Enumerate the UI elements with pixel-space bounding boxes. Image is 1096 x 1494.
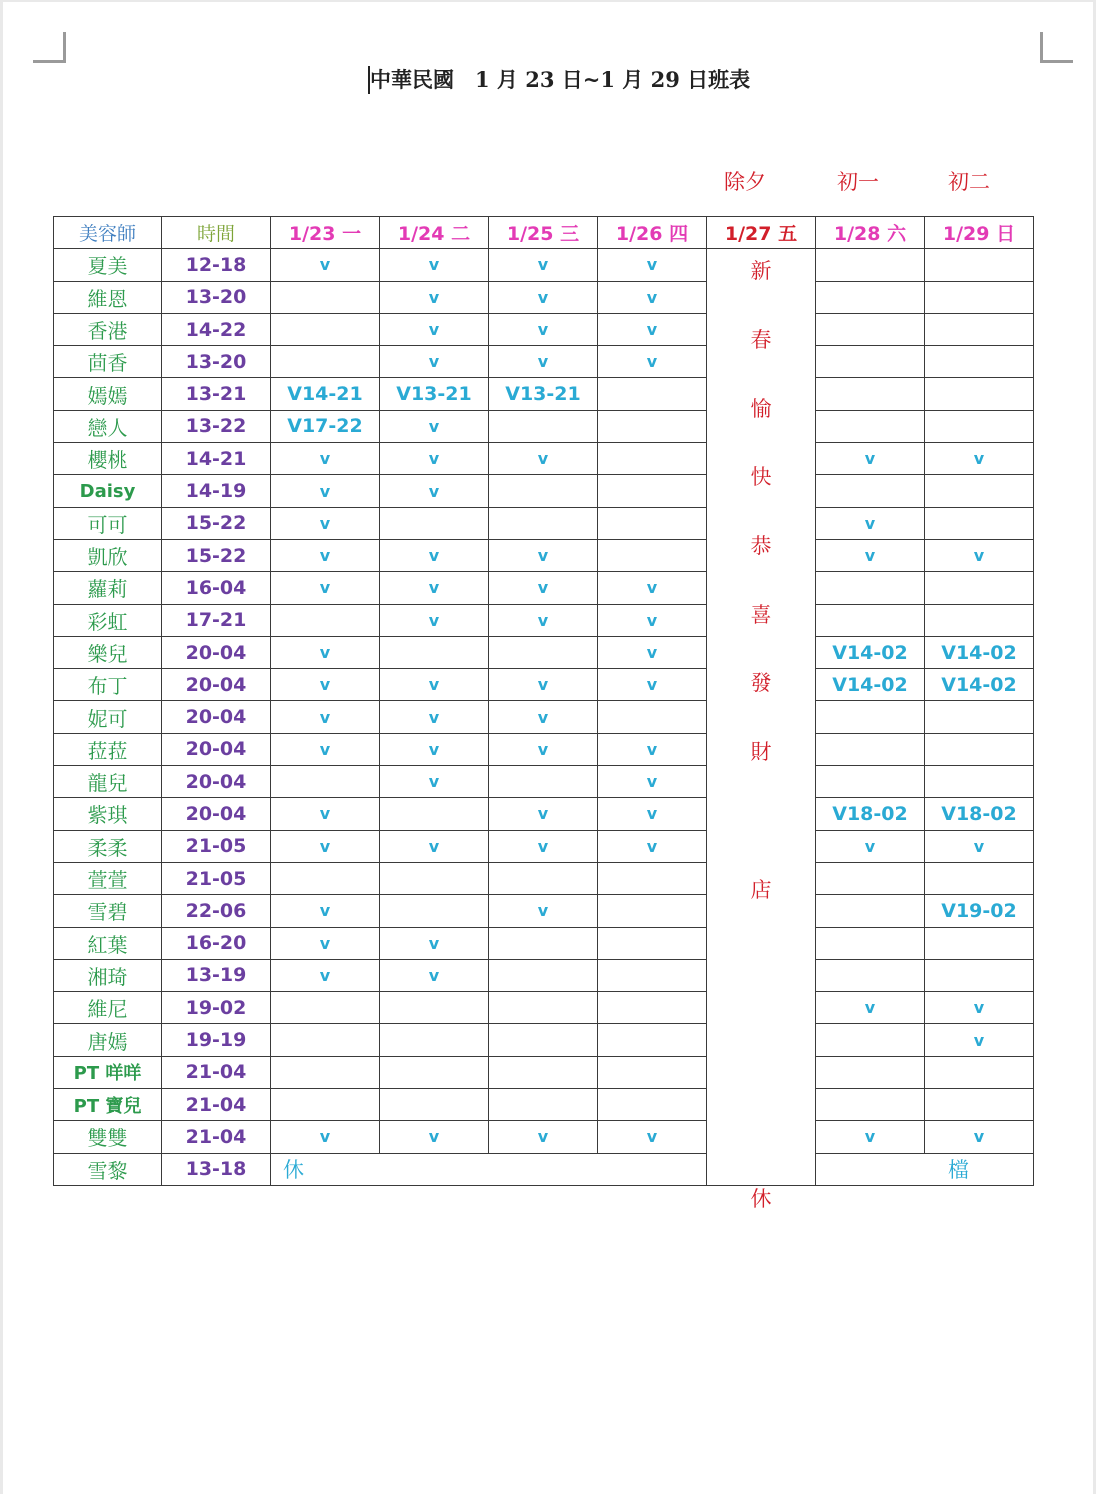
shift-cell-d7: v [925, 539, 1034, 571]
staff-name: 維恩 [54, 281, 162, 313]
friday-char: 快 [750, 465, 772, 490]
friday-closed-text [707, 257, 815, 1211]
shift-cell-d4: v [598, 830, 707, 862]
shift-cell-d3: v [489, 281, 598, 313]
friday-char: 店 [750, 877, 772, 902]
shift-cell-d3: v [489, 604, 598, 636]
shift-cell-d1: v [271, 927, 380, 959]
shift-cell-d3: v [489, 249, 598, 281]
shift-cell-d6 [816, 959, 925, 991]
shift-cell-d6 [816, 410, 925, 442]
shift-cell-d3: v [489, 313, 598, 345]
holiday-label-day2: 初二 [948, 170, 990, 194]
shift-cell-d4 [598, 443, 707, 475]
shift-cell-d3: v [489, 798, 598, 830]
staff-row [54, 572, 1034, 604]
friday-char: 財 [750, 740, 772, 765]
shift-cell-d1 [271, 862, 380, 894]
staff-row [54, 1089, 1034, 1121]
shift-cell-d3 [489, 410, 598, 442]
margin-corner-top-right [1040, 32, 1073, 63]
shift-cell-d7 [925, 959, 1034, 991]
header-day-3: 1/25 三 [489, 217, 598, 249]
staff-row [54, 378, 1034, 410]
shift-cell-d4 [598, 927, 707, 959]
staff-row [54, 313, 1034, 345]
shift-cell-d4: v [598, 1121, 707, 1153]
shift-cell-d7 [925, 701, 1034, 733]
shift-cell-d4 [598, 1056, 707, 1088]
staff-row [54, 669, 1034, 701]
shift-cell-d1 [271, 1024, 380, 1056]
shift-cell-d2 [380, 1024, 489, 1056]
shift-time: 21-04 [162, 1121, 271, 1153]
holiday-label-day1: 初一 [837, 170, 879, 194]
shift-cell-d4: v [598, 249, 707, 281]
shift-cell-d6: V18-02 [816, 798, 925, 830]
document-title: 中華民國 1 月 23 日~1 月 29 日班表 [370, 67, 751, 92]
shift-time: 13-18 [162, 1153, 271, 1185]
staff-name: 布丁 [54, 669, 162, 701]
shift-cell-d1 [271, 346, 380, 378]
shift-cell-d7 [925, 475, 1034, 507]
shift-cell-d2: v [380, 701, 489, 733]
friday-char: 春 [750, 327, 772, 352]
staff-name: 紅葉 [54, 927, 162, 959]
shift-time: 13-20 [162, 281, 271, 313]
shift-cell-d2 [380, 895, 489, 927]
shift-cell-d1: v [271, 669, 380, 701]
staff-row [54, 992, 1034, 1024]
staff-row [54, 959, 1034, 991]
friday-char: 新 [750, 259, 772, 284]
shift-cell-d2 [380, 1089, 489, 1121]
shift-cell-d2: v [380, 346, 489, 378]
shift-cell-d2 [380, 798, 489, 830]
shift-cell-d7 [925, 1056, 1034, 1088]
staff-row [54, 475, 1034, 507]
shift-cell-d3: v [489, 539, 598, 571]
shift-cell-d3: v [489, 1121, 598, 1153]
shift-cell-d2 [380, 862, 489, 894]
shift-time: 21-04 [162, 1089, 271, 1121]
staff-name: 夏美 [54, 249, 162, 281]
shift-cell-d7: V18-02 [925, 798, 1034, 830]
shift-cell-d1: v [271, 701, 380, 733]
friday-char: 恭 [750, 534, 772, 559]
shift-cell-d1: v [271, 507, 380, 539]
shift-time: 13-22 [162, 410, 271, 442]
shift-cell-d2: v [380, 830, 489, 862]
staff-row [54, 636, 1034, 668]
shift-cell-d1: v [271, 443, 380, 475]
shift-cell-d7 [925, 1089, 1034, 1121]
shift-cell-d3 [489, 927, 598, 959]
shift-cell-d7 [925, 572, 1034, 604]
shift-cell-d6: v [816, 539, 925, 571]
shift-cell-d4 [598, 895, 707, 927]
staff-name: 妮可 [54, 701, 162, 733]
staff-row [54, 766, 1034, 798]
header-day-1: 1/23 一 [271, 217, 380, 249]
staff-row [54, 733, 1034, 765]
shift-cell-d1: v [271, 959, 380, 991]
shift-cell-d7 [925, 507, 1034, 539]
shift-cell-d7 [925, 378, 1034, 410]
shift-cell-d2: V13-21 [380, 378, 489, 410]
shift-cell-d4: v [598, 636, 707, 668]
shift-cell-d1: v [271, 636, 380, 668]
staff-name: 龍兒 [54, 766, 162, 798]
shift-cell-d2: v [380, 733, 489, 765]
staff-row [54, 1024, 1034, 1056]
staff-name: 萱萱 [54, 862, 162, 894]
weekend-note: 檔 [816, 1153, 1034, 1185]
staff-row [54, 281, 1034, 313]
staff-name: 茴香 [54, 346, 162, 378]
shift-cell-d4 [598, 992, 707, 1024]
shift-cell-d1 [271, 1056, 380, 1088]
shift-cell-d4 [598, 1024, 707, 1056]
shift-cell-d2: v [380, 410, 489, 442]
shift-cell-d3: v [489, 895, 598, 927]
friday-char: 喜 [750, 602, 772, 627]
shift-cell-d7 [925, 410, 1034, 442]
shift-time: 20-04 [162, 733, 271, 765]
shift-time: 14-21 [162, 443, 271, 475]
shift-cell-d7: V14-02 [925, 636, 1034, 668]
staff-row [54, 346, 1034, 378]
shift-cell-d1 [271, 281, 380, 313]
header-time: 時間 [162, 217, 271, 249]
staff-name: Daisy [54, 475, 162, 507]
staff-row [54, 507, 1034, 539]
shift-cell-d1 [271, 313, 380, 345]
holiday-label-eve: 除夕 [724, 170, 766, 194]
shift-cell-d6: v [816, 830, 925, 862]
shift-cell-d4: v [598, 313, 707, 345]
shift-cell-d7 [925, 281, 1034, 313]
shift-cell-d7: v [925, 992, 1034, 1024]
shift-cell-d4: v [598, 798, 707, 830]
shift-cell-d2: v [380, 959, 489, 991]
shift-time: 13-21 [162, 378, 271, 410]
shift-cell-d1: v [271, 895, 380, 927]
shift-cell-d1 [271, 766, 380, 798]
shift-cell-d7 [925, 766, 1034, 798]
shift-cell-d4 [598, 1089, 707, 1121]
shift-cell-d6 [816, 475, 925, 507]
shift-cell-d3 [489, 636, 598, 668]
shift-cell-d1: v [271, 1121, 380, 1153]
shift-cell-d2: v [380, 281, 489, 313]
shift-cell-d2: v [380, 249, 489, 281]
schedule-table [53, 216, 1034, 1211]
staff-name: 雙雙 [54, 1121, 162, 1153]
staff-row [54, 895, 1034, 927]
shift-cell-d4 [598, 507, 707, 539]
shift-cell-d4 [598, 959, 707, 991]
shift-time: 14-22 [162, 313, 271, 345]
margin-corner-top-left [33, 32, 66, 63]
shift-cell-d1 [271, 1089, 380, 1121]
shift-cell-d4: v [598, 281, 707, 313]
header-day-5: 1/27 五 [707, 217, 816, 249]
shift-cell-d7 [925, 249, 1034, 281]
shift-cell-d3: v [489, 830, 598, 862]
shift-cell-d3: v [489, 669, 598, 701]
shift-cell-d3: v [489, 701, 598, 733]
shift-cell-d2: v [380, 539, 489, 571]
shift-cell-d2 [380, 507, 489, 539]
staff-row-last [54, 1153, 1034, 1185]
header-day-4: 1/26 四 [598, 217, 707, 249]
staff-name: 雪黎 [54, 1153, 162, 1185]
staff-name: 戀人 [54, 410, 162, 442]
shift-cell-d2: v [380, 313, 489, 345]
shift-time: 21-05 [162, 862, 271, 894]
shift-time: 21-05 [162, 830, 271, 862]
header-day-7: 1/29 日 [925, 217, 1034, 249]
shift-cell-d6 [816, 281, 925, 313]
shift-cell-d3 [489, 992, 598, 1024]
staff-name: 彩虹 [54, 604, 162, 636]
shift-cell-d3 [489, 507, 598, 539]
shift-cell-d1: V14-21 [271, 378, 380, 410]
shift-cell-d4 [598, 410, 707, 442]
shift-cell-d2: v [380, 1121, 489, 1153]
staff-row [54, 443, 1034, 475]
shift-cell-d6 [816, 346, 925, 378]
staff-name: 柔柔 [54, 830, 162, 862]
shift-cell-d6 [816, 1056, 925, 1088]
staff-row [54, 701, 1034, 733]
shift-time: 12-18 [162, 249, 271, 281]
shift-cell-d7 [925, 927, 1034, 959]
shift-cell-d1: v [271, 475, 380, 507]
shift-time: 20-04 [162, 798, 271, 830]
staff-name: 樂兒 [54, 636, 162, 668]
shift-time: 16-04 [162, 572, 271, 604]
shift-cell-d4: v [598, 572, 707, 604]
shift-cell-d6 [816, 766, 925, 798]
staff-name: PT 寶兒 [54, 1089, 162, 1121]
staff-row [54, 830, 1034, 862]
friday-char: 發 [750, 671, 772, 696]
staff-name: 蘿莉 [54, 572, 162, 604]
shift-time: 17-21 [162, 604, 271, 636]
shift-cell-d3: v [489, 733, 598, 765]
shift-cell-d2: v [380, 443, 489, 475]
shift-cell-d7 [925, 604, 1034, 636]
shift-cell-d3 [489, 1089, 598, 1121]
weekday-off-note: 休 [271, 1153, 707, 1185]
shift-cell-d6 [816, 1089, 925, 1121]
shift-cell-d3: v [489, 346, 598, 378]
shift-cell-d7: V14-02 [925, 669, 1034, 701]
shift-time: 14-19 [162, 475, 271, 507]
shift-cell-d7 [925, 733, 1034, 765]
shift-cell-d6: v [816, 992, 925, 1024]
shift-cell-d3 [489, 862, 598, 894]
shift-cell-d4: v [598, 766, 707, 798]
shift-cell-d1: v [271, 798, 380, 830]
shift-time: 20-04 [162, 669, 271, 701]
shift-cell-d2 [380, 636, 489, 668]
shift-cell-d2: v [380, 475, 489, 507]
shift-cell-d6 [816, 733, 925, 765]
shift-cell-d4: v [598, 733, 707, 765]
staff-name: 湘琦 [54, 959, 162, 991]
shift-cell-d3 [489, 1024, 598, 1056]
shift-cell-d7 [925, 346, 1034, 378]
staff-name: 香港 [54, 313, 162, 345]
header-row [54, 217, 1034, 249]
staff-name: PT 咩咩 [54, 1056, 162, 1088]
shift-cell-d2: v [380, 766, 489, 798]
shift-cell-d3: v [489, 572, 598, 604]
shift-cell-d4: v [598, 604, 707, 636]
staff-row [54, 1121, 1034, 1153]
staff-name: 紫琪 [54, 798, 162, 830]
shift-cell-d6 [816, 862, 925, 894]
shift-cell-d3 [489, 766, 598, 798]
staff-name: 嫣嫣 [54, 378, 162, 410]
shift-cell-d7: v [925, 1024, 1034, 1056]
staff-name: 可可 [54, 507, 162, 539]
shift-cell-d6: v [816, 443, 925, 475]
shift-cell-d1: v [271, 539, 380, 571]
staff-row [54, 410, 1034, 442]
shift-time: 15-22 [162, 507, 271, 539]
staff-row [54, 862, 1034, 894]
shift-cell-d4 [598, 701, 707, 733]
staff-name: 雪碧 [54, 895, 162, 927]
shift-cell-d4 [598, 539, 707, 571]
shift-cell-d4: v [598, 669, 707, 701]
shift-cell-d3: v [489, 443, 598, 475]
staff-name: 凱欣 [54, 539, 162, 571]
shift-cell-d3 [489, 475, 598, 507]
staff-name: 唐嫣 [54, 1024, 162, 1056]
shift-cell-d6: v [816, 507, 925, 539]
header-day-2: 1/24 二 [380, 217, 489, 249]
staff-name: 維尼 [54, 992, 162, 1024]
shift-cell-d2 [380, 1056, 489, 1088]
shift-time: 13-19 [162, 959, 271, 991]
shift-cell-d1 [271, 604, 380, 636]
friday-char: 愉 [750, 396, 772, 421]
shift-cell-d1: v [271, 830, 380, 862]
shift-time: 19-19 [162, 1024, 271, 1056]
shift-cell-d1: v [271, 249, 380, 281]
shift-cell-d2: v [380, 604, 489, 636]
shift-time: 15-22 [162, 539, 271, 571]
shift-cell-d7: v [925, 830, 1034, 862]
shift-cell-d2: v [380, 669, 489, 701]
friday-closed-column [707, 249, 816, 1211]
shift-cell-d1: v [271, 733, 380, 765]
shift-cell-d4 [598, 378, 707, 410]
shift-cell-d2: v [380, 927, 489, 959]
shift-cell-d6 [816, 604, 925, 636]
shift-cell-d1: v [271, 572, 380, 604]
shift-cell-d1 [271, 992, 380, 1024]
shift-cell-d6 [816, 927, 925, 959]
shift-cell-d6 [816, 572, 925, 604]
staff-row [54, 604, 1034, 636]
shift-time: 22-06 [162, 895, 271, 927]
shift-time: 16-20 [162, 927, 271, 959]
staff-row [54, 1056, 1034, 1088]
shift-cell-d6 [816, 249, 925, 281]
shift-cell-d2 [380, 992, 489, 1024]
staff-name: 菈菈 [54, 733, 162, 765]
shift-cell-d1: V17-22 [271, 410, 380, 442]
shift-cell-d7 [925, 862, 1034, 894]
header-day-6: 1/28 六 [816, 217, 925, 249]
shift-cell-d6: V14-02 [816, 669, 925, 701]
shift-cell-d2: v [380, 572, 489, 604]
shift-cell-d6 [816, 378, 925, 410]
shift-cell-d7: v [925, 443, 1034, 475]
shift-cell-d6: v [816, 1121, 925, 1153]
shift-cell-d4 [598, 862, 707, 894]
shift-cell-d7: V19-02 [925, 895, 1034, 927]
shift-time: 20-04 [162, 766, 271, 798]
shift-cell-d6 [816, 1024, 925, 1056]
shift-time: 13-20 [162, 346, 271, 378]
shift-cell-d4 [598, 475, 707, 507]
shift-time: 20-04 [162, 636, 271, 668]
shift-time: 19-02 [162, 992, 271, 1024]
friday-char: 休 [750, 1186, 772, 1211]
shift-cell-d3: V13-21 [489, 378, 598, 410]
shift-cell-d6: V14-02 [816, 636, 925, 668]
shift-cell-d7 [925, 313, 1034, 345]
staff-row [54, 249, 1034, 281]
staff-name: 櫻桃 [54, 443, 162, 475]
shift-cell-d3 [489, 959, 598, 991]
shift-cell-d6 [816, 701, 925, 733]
shift-cell-d6 [816, 313, 925, 345]
staff-row [54, 927, 1034, 959]
shift-cell-d6 [816, 895, 925, 927]
shift-cell-d4: v [598, 346, 707, 378]
shift-time: 21-04 [162, 1056, 271, 1088]
shift-time: 20-04 [162, 701, 271, 733]
staff-row [54, 539, 1034, 571]
shift-cell-d3 [489, 1056, 598, 1088]
shift-cell-d7: v [925, 1121, 1034, 1153]
staff-row [54, 798, 1034, 830]
header-name: 美容師 [54, 217, 162, 249]
